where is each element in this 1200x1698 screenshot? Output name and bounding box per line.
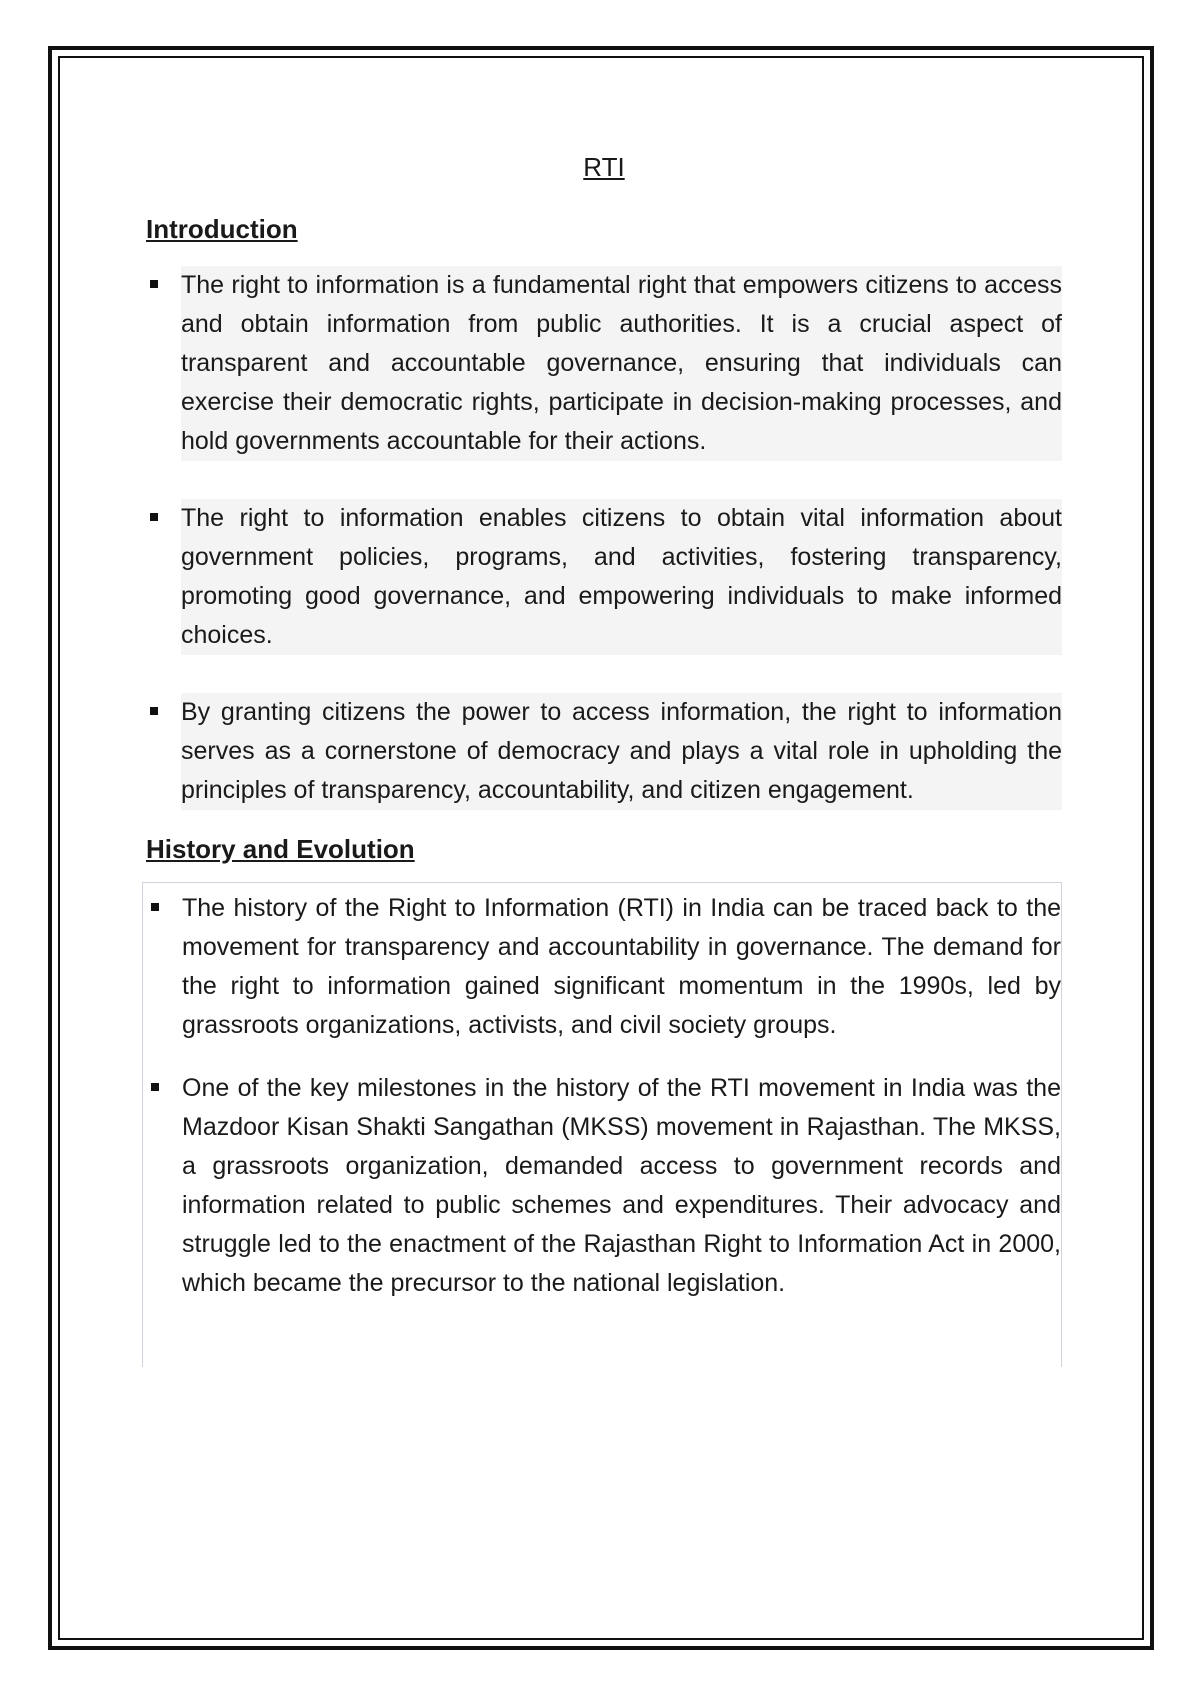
history-list [147, 889, 1061, 1303]
square-bullet-icon [150, 280, 158, 288]
square-bullet-icon [151, 1083, 159, 1091]
history-text-box [142, 882, 1062, 1367]
section-heading-introduction: Introduction [146, 214, 298, 244]
bullet-text: The right to information is a fundamental right that empowers citizens to access and obtain information from public authorities. It is a crucial aspect of transparent and accountable governance, ensuring that individuals can exercise their democratic rights, participate in decision-making processes, and hold governments accountable for their actions. [181, 266, 1062, 461]
list-item [147, 889, 1061, 1045]
square-bullet-icon [150, 707, 158, 715]
list-item [147, 1069, 1061, 1303]
introduction-list [146, 266, 1062, 810]
square-bullet-icon [150, 513, 158, 521]
list-item [146, 499, 1062, 655]
square-bullet-icon [151, 903, 159, 911]
document-body [146, 150, 1062, 1367]
section-heading-history: History and Evolution [146, 834, 415, 864]
list-item [146, 693, 1062, 810]
bullet-text: The history of the Right to Information (RTI) in India can be traced back to the movement for transparency and accountability in governance. The demand for the right to information gained significant momentum in the 1990s, led by grassroots organizations, activists, and civil society groups. [182, 894, 1061, 1039]
bullet-text: One of the key milestones in the history of the RTI movement in India was the Mazdoor Kisan Shakti Sangathan (MKSS) movement in Rajasthan. The MKSS, a grassroots organization, demanded access to government records and information related to public schemes and expenditures. Their advocacy and struggle led to the enactment of the Rajasthan Right to Information Act in 2000, which became the precursor to the national legislation. [182, 1074, 1061, 1297]
list-item [146, 266, 1062, 461]
bullet-text: By granting citizens the power to access information, the right to information serves as a cornerstone of democracy and plays a vital role in upholding the principles of transparency, accountability, and citizen engagement. [181, 693, 1062, 810]
document-title: RTI [583, 152, 625, 182]
bullet-text: The right to information enables citizens to obtain vital information about government policies, programs, and activities, fostering transparency, promoting good governance, and empowering individuals to make informed choices. [181, 499, 1062, 655]
